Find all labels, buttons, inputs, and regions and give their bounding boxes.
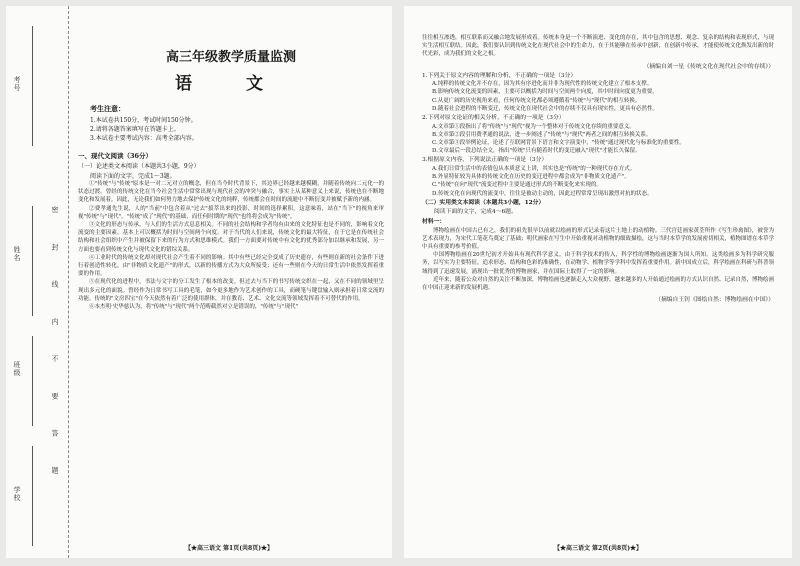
class-label: 班级: [13, 361, 21, 377]
passage-paragraph: ③文化的形态与传承，与人们的生活方式息息相关。不同的社会结构和学者均有由来的文化特征也是不同的，影响着文化流变的主要因素。基本上可以概括为时间与空间两个向度。对于当代的人们来说，传统文化的最大特征，在于它是在传统社会结构和社会组织中产生并被保留下来的行为方式和思维模式。我们一方面要对传统中有文化的优秀部分加以继承和发展，另一方面也要看到传统文化与现代文化的错综关系。: [78, 222, 384, 253]
exam-no-line: [32, 26, 33, 146]
section-heading: 一、现代文阅读（36分）: [78, 152, 153, 160]
note-item: 1.本试卷共150分，考试时间150分钟。: [90, 117, 197, 124]
binding-margin: [6, 6, 69, 558]
question-stem: 2.下列对原文论证的相关分析，不正确的一项是（3分）: [422, 115, 565, 122]
exam-page-2: [404, 6, 792, 558]
question-option: D.文章最后一段总结全文，指出"传统"只有随着时代的变迁融入"现代"才能长久保留。: [432, 148, 641, 155]
page-footer: 【★高三语文 第1页(共8页)★】: [184, 545, 274, 552]
school-label: 学校: [13, 486, 21, 502]
instruction: 阅读下面的文字，完成4～6题。: [434, 209, 517, 216]
question-option: A.文章第①段指出了将"传统"与"现代"视为一个整体对于传统文化存续的重要意义。: [432, 123, 635, 130]
source-citation: （摘编自刘一星《传统文化在现代社会中的存续》）: [643, 63, 774, 70]
seal-line-text: 密 封 线 内 不 要 答 题: [51, 206, 59, 488]
passage-paragraph: ④工业时代的传统文化却对现代社会产生着不同的影响。其中有些已经完全变成了历史遗存，有些则在新的社会条件下进行着创造性转化，由"非物质文化遗产"的形式，以新的传播方式为大众所接受；还有一些则在今天的日常生活中依然发挥着重要的作用。: [78, 254, 384, 278]
instruction: 阅读下面的文字，完成1～3题。: [90, 173, 176, 180]
passage-paragraph: ⑥本杰明·史华慈认为，将"传统"与"现代"两个范畴截然对立是错误的，"传统"与"现代": [89, 304, 298, 311]
question-option: B.外显特征较为具体的传统文化在历史的变迁进程中都会成为"非物质文化遗产"。: [432, 174, 630, 181]
name-line: [32, 206, 33, 316]
passage-paragraph: 往往相互渗透，相互联系而又融合地发展形成着。传统本身是一个不断演进、变化的存在，其中包含的思想、观念、复杂的结构和表现形式，与现实生活相互联结。因此，我们要认识到传统文化在现代社会中的生命力，在于其能够在传承中创新，在创新中传承，才能使传统文化焕发出新的时代光彩，成为我们的文化之根。: [422, 35, 775, 58]
class-line: [32, 336, 33, 426]
notes-heading: 考生注意：: [90, 104, 125, 113]
question-option: B.影响传统文化流变的因素，主要可以概括为时间与空间两个向度，其中时间向度更为重要。: [432, 89, 658, 96]
exam-title: 高三年级教学质量监测: [165, 50, 296, 65]
exam-no-label: 考号: [13, 76, 21, 92]
passage-paragraph: ①"传统"与"传统"原本是一对二元对立的概念，但在当今时代背景下，其边界已经越来越模糊，并随着传统向二元化一的状态过渡。曾经的传统文化在当今社会生活中常常出现与现代社会的冲突与融合，事实上从某种意义上来说，传统也在不断地变化和发展着。因此，无论我们如何努力地去保护传统文化的纯粹，传统都会在时间的流逝中不断衍变并被赋予新的内涵。: [78, 181, 384, 204]
passage-paragraph: 近年来，随着公众对自然的关注不断加深，博物绘画也逐渐走入大众视野，越来越多的人开始通过绘画的方式认识自然、记录自然，博物绘画在中国正迎来新的发展机遇。: [422, 276, 775, 292]
passage-paragraph: 博物绘画在中国古已有之，我们的祖先很早以前就以绘画的形式记录着这片土地上的动植物。三代宫廷画家黄荃所作《写生珍禽图》，被誉为艺术表现力，为宋代工笔花鸟奠定了基础；明代画家在写生中开始重视对动植物的细致描绘，这与当时本草学的发展密切相关，植物图谱在本草学中具有重要的参考价值。: [422, 227, 775, 251]
question-option: A.我们日常生活中的表情包从本质意义上讲，其实也是"传统"的一种现代存在方式。: [432, 166, 636, 173]
question-stem: 3.根据原文内容，下列说法正确的一项是（3分）: [422, 157, 548, 164]
page2-content: [422, 34, 774, 305]
passage-paragraph: ②费孝通先生说，人的"当前"中包含着从"过去"拔萃出来的投影，时间的选择累积。这意味着，站在"当下"的视角来审视"传统"与"现代"，"传统"成了"现代"的基础，而任何时期的"现代"也终将会成为"传统"。: [78, 205, 384, 220]
question-stem: 1.下列关于原文内容的理解和分析，不正确的一项是（3分）: [422, 72, 577, 79]
question-option: D.传统文化在向现代的流变中，往往是被动主动的，因此过程常常呈现出激烈对抗的状态。: [432, 190, 653, 197]
passage-paragraph: 中国博物绘画在20世纪初才开始具有现代科学意义。由于科学技术的传入，科学性的博物绘画逐渐为国人所知。这类绘画多为科学研究服务，以写实为主要特征，追求形态、结构和色彩的准确性，在动物学、植物学等学科中发挥着重要作用。新中国成立后，科学绘画在科研与科普领域得到了迅速发展，涌现出一批优秀的博物画家，并在国际上取得了一定的影响。: [422, 252, 775, 275]
question-option: C.文章第③段举例论证，论述了互联网背景下语言和文字演变中，"传统"通过现代化与标准化的重要性。: [432, 140, 685, 147]
part-heading: （二）实用类文本阅读（本题共3小题，12分）: [422, 199, 545, 206]
name-label: 姓名: [13, 246, 21, 262]
passage-paragraph: ⑤在现代化的进程中，书法与文字的分工发生了根本的改变。但过去与当下的书写传统交织在一起，又在不同的领域里呈现出多元化的面貌。曾经作为日常书写工具的毛笔，如今更多地作为艺术创作的工具，而硬笔与键盘输入则承担着日常交流的功能。传统的"文房四宝"在今天依然有着广泛的使用群体，并在教育、艺术、文化交流等领域发挥着不可替代的作用。: [78, 279, 384, 302]
note-item: 2.请将各题答案填写在答题卡上。: [90, 126, 180, 133]
question-option: D.随着社会进程的不断变迁，传统文化在现代社会中的存续不仅具有现实性，更具有必然性。: [432, 105, 658, 112]
question-option: C."传统"在向"现代"流变过程中主要是通过形式的不断变化来实现的。: [432, 182, 602, 189]
page-footer: 【★高三语文 第2页(共8页)★】: [553, 545, 643, 552]
exam-page-1: [6, 6, 392, 558]
question-option: A.纯粹的传统文化并不存在，因为其有序进化而并非为现代性的传统文化建立了根本支撑。: [432, 81, 653, 88]
source-citation: （摘编自王钊《图绘自然：博物绘画在中国》）: [655, 297, 774, 304]
part-heading: （一）论述类文本阅读（本题共3小题，9分）: [78, 163, 200, 170]
page1-content: [78, 46, 384, 311]
school-line: [32, 446, 33, 546]
question-option: C.从更广阔的历史视角来看，任何传统文化都必须遵循着"传统"与"现代"的相互转换。: [432, 97, 641, 104]
question-option: B.文章第②段引用费孝通的说法，进一步阐述了"传统"与"现代"两者之间的相互转换关系。: [432, 131, 652, 138]
material-label: 材料一：: [422, 219, 446, 226]
subject-title: 语 文: [175, 74, 287, 94]
note-item: 3.本试卷主要考试内容：高考全部内容。: [90, 135, 198, 142]
